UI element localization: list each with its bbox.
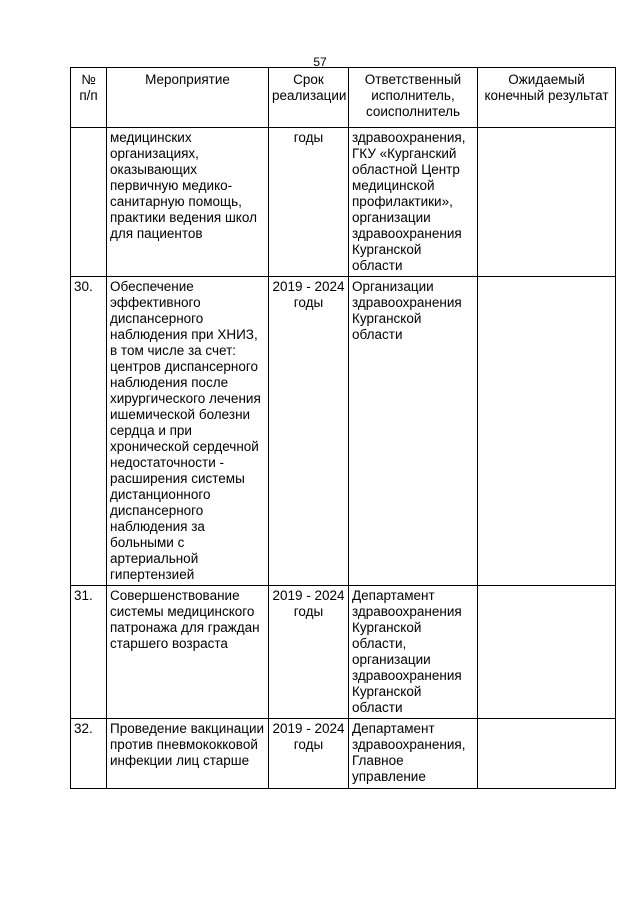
table-row: [71, 719, 616, 789]
table-header-row: [71, 68, 616, 128]
header-term: Срок реализации: [269, 68, 349, 128]
table-row: [71, 128, 616, 277]
row-event: Совершенствование системы медицинского патронажа для граждан старшего возраста: [107, 586, 269, 719]
row-num: [71, 128, 107, 277]
row-executor: здравоохранения, ГКУ «Курганский областной Центр медицинской профилактики», организации здравоохранения Курганской области: [349, 128, 478, 277]
row-executor: Организации здравоохранения Курганской области: [349, 277, 478, 586]
measures-table: [70, 67, 616, 789]
row-term: 2019 - 2024 годы: [269, 719, 349, 789]
row-term: годы: [269, 128, 349, 277]
row-event: Проведение вакцинации против пневмококковой инфекции лиц старше: [107, 719, 269, 789]
row-num: 30.: [71, 277, 107, 586]
table-row: [71, 586, 616, 719]
page-number: 57: [313, 55, 327, 69]
row-term: 2019 - 2024 годы: [269, 586, 349, 719]
row-result: [478, 586, 616, 719]
table-row: [71, 277, 616, 586]
row-result: [478, 128, 616, 277]
row-result: [478, 277, 616, 586]
row-num: 31.: [71, 586, 107, 719]
row-result: [478, 719, 616, 789]
row-term: 2019 - 2024 годы: [269, 277, 349, 586]
row-executor: Департамент здравоохранения Курганской области, организации здравоохранения Курганской области: [349, 586, 478, 719]
row-executor: Департамент здравоохранения, Главное управление: [349, 719, 478, 789]
row-num: 32.: [71, 719, 107, 789]
header-result: Ожидаемый конечный результат: [478, 68, 616, 128]
row-event: Обеспечение эффективного диспансерного наблюдения при ХНИЗ, в том числе за счет: центров диспансерного наблюдения после хирургического лечения ишемической болезни сердца и при хронической сердечной недостаточности - расширения системы дистанционного диспансерного наблюдения за больными с артериальной гипертензией: [107, 277, 269, 586]
header-executor: Ответственный исполнитель, соисполнитель: [349, 68, 478, 128]
row-event: медицинских организациях, оказывающих первичную медико-санитарную помощь, практики ведения школ для пациентов: [107, 128, 269, 277]
header-num: № п/п: [71, 68, 107, 128]
header-event: Мероприятие: [107, 68, 269, 128]
